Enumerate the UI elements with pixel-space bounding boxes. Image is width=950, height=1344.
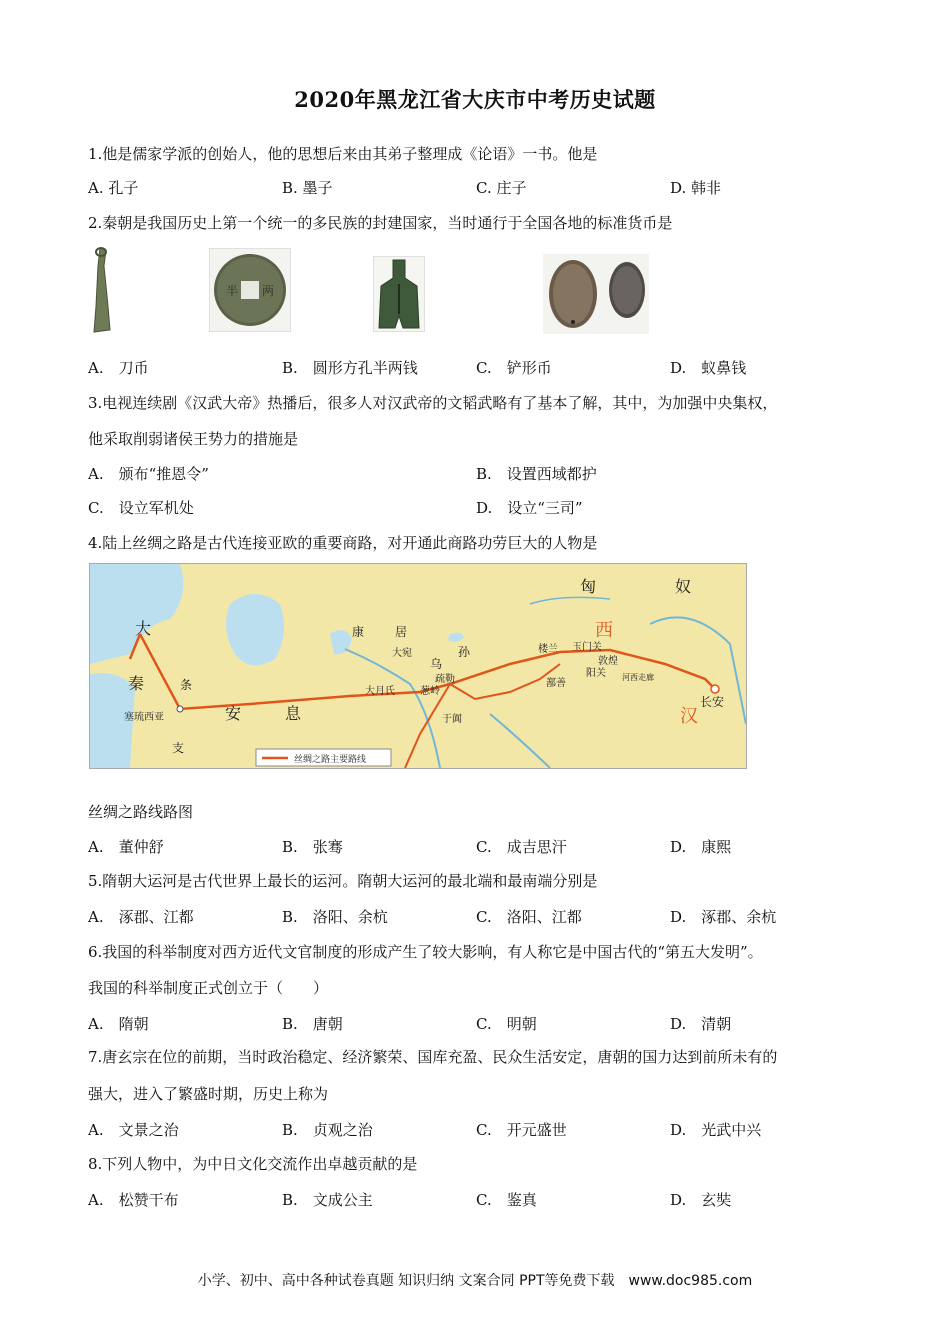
question-4: 4.陆上丝绸之路是古代连接亚欧的重要商路，对开通此商路功劳巨大的人物是 (88, 534, 598, 552)
map-label-yumenguan: 玉门关 (572, 642, 602, 653)
q8-option-a: A. 松赞干布 (88, 1191, 179, 1209)
map-label-xi_han1: 西 (595, 620, 613, 641)
question-6-line-2: 我国的科举制度正式创立于（ ） (88, 979, 329, 997)
question-6-line-1: 6.我国的科举制度对西方近代文官制度的形成产生了较大影响，有人称它是中国古代的“第五大发明”。 (88, 943, 763, 961)
svg-text:半: 半 (226, 284, 239, 298)
map-label-dayuan: 大宛 (392, 648, 412, 659)
q4-option-a: A. 董仲舒 (88, 838, 164, 856)
map-label-changan: 长安 (700, 695, 725, 709)
map-label-xiongnu1: 匈 (580, 577, 597, 596)
question-3-line-2: 他采取削弱诸侯王势力的措施是 (88, 430, 299, 448)
map-label-zhi: 支 (172, 741, 185, 755)
map-label-dunhuang: 敦煌 (598, 656, 618, 667)
map-legend-label: 丝绸之路主要路线 (294, 755, 367, 765)
spade-coin-image (373, 256, 425, 332)
silk-road-map (89, 563, 747, 769)
knife-coin-image (86, 246, 114, 334)
map-label-wu: 乌 (430, 657, 443, 671)
svg-text:两: 两 (262, 284, 275, 298)
q6-option-c: C. 明朝 (476, 1015, 537, 1033)
map-caption: 丝绸之路线路图 (88, 803, 194, 821)
q6-option-b: B. 唐朝 (282, 1015, 343, 1033)
map-label-xi_han2: 汉 (680, 706, 698, 727)
map-label-qin: 秦 (128, 674, 145, 693)
q4-option-c: C. 成吉思汗 (476, 838, 567, 856)
map-label-da: 大 (135, 619, 152, 638)
question-8: 8.下列人物中，为中日文化交流作出卓越贡献的是 (88, 1155, 418, 1173)
map-label-hexi: 河西走廊 (622, 673, 654, 682)
map-label-sun: 孙 (458, 645, 471, 659)
map-label-kang: 康 (352, 625, 365, 639)
question-7-line-2: 强大，进入了繁盛时期，历史上称为 (88, 1085, 329, 1103)
q5-option-a: A. 涿郡、江都 (88, 908, 194, 926)
map-label-ju: 居 (395, 625, 408, 639)
map-label-tiao: 条 (180, 678, 193, 692)
q5-option-c: C. 洛阳、江都 (476, 908, 582, 926)
ant-nose-coin-image (543, 254, 649, 334)
map-label-shanshan: 鄯善 (546, 678, 566, 689)
question-1: 1.他是儒家学派的创始人，他的思想后来由其弟子整理成《论语》一书。他是 (88, 145, 598, 163)
question-3-line-1: 3.电视连续剧《汉武大帝》热播后，很多人对汉武帝的文韬武略有了基本了解，其中，为加强中央集权， (88, 394, 778, 412)
q8-option-b: B. 文成公主 (282, 1191, 373, 1209)
q4-option-b: B. 张骞 (282, 838, 343, 856)
q7-option-a: A. 文景之治 (88, 1121, 179, 1139)
page-title: 2020年黑龙江省大庆市中考历史试题 (294, 87, 656, 112)
q7-option-d: D. 光武中兴 (670, 1121, 762, 1139)
q8-option-d: D. 玄奘 (670, 1191, 732, 1209)
q2-option-a: A. 刀币 (88, 359, 149, 377)
map-label-seleucia: 塞琉西亚 (124, 712, 164, 723)
page-footer[interactable]: 小学、初中、高中各种试卷真题 知识归纳 文案合同 PPT等免费下载 www.doc985.com (197, 1273, 753, 1289)
question-7-line-1: 7.唐玄宗在位的前期，当时政治稳定、经济繁荣、国库充盈、民众生活安定，唐朝的国力达到前所未有的 (88, 1048, 778, 1066)
q2-option-d: D. 蚁鼻钱 (670, 359, 747, 377)
map-label-dayuezhi: 大月氏 (365, 686, 395, 697)
map-label-xiongnu2: 奴 (675, 577, 692, 596)
question-5: 5.隋朝大运河是古代世界上最长的运河。隋朝大运河的最北端和最南端分别是 (88, 872, 598, 890)
q4-option-d: D. 康熙 (670, 838, 732, 856)
q3-option-b: B. 设置西域都护 (476, 465, 597, 483)
map-label-an: 安 (225, 704, 242, 723)
q5-option-b: B. 洛阳、余杭 (282, 908, 388, 926)
q1-option-a: A. 孔子 (88, 179, 139, 197)
q5-option-d: D. 涿郡、余杭 (670, 908, 777, 926)
round-coin-image (209, 248, 291, 332)
map-label-yutian: 于阗 (442, 714, 462, 725)
map-label-shule: 疏勒 (435, 674, 455, 685)
changan-marker (711, 685, 719, 693)
q6-option-a: A. 隋朝 (88, 1015, 149, 1033)
q2-option-c: C. 铲形币 (476, 359, 552, 377)
map-label-yangguan: 阳关 (586, 668, 606, 679)
q3-option-c: C. 设立军机处 (88, 499, 194, 517)
q7-option-c: C. 开元盛世 (476, 1121, 567, 1139)
q1-option-b: B. 墨子 (282, 179, 333, 197)
q7-option-b: B. 贞观之治 (282, 1121, 373, 1139)
map-label-loulan: 楼兰 (538, 644, 558, 655)
map-label-xi: 息 (285, 704, 302, 723)
q8-option-c: C. 鉴真 (476, 1191, 537, 1209)
q1-option-d: D. 韩非 (670, 179, 722, 197)
map-label-congling: 葱岭 (420, 686, 440, 697)
q3-option-d: D. 设立“三司” (476, 499, 583, 517)
q6-option-d: D. 清朝 (670, 1015, 732, 1033)
question-2: 2.秦朝是我国历史上第一个统一的多民族的封建国家，当时通行于全国各地的标准货币是 (88, 214, 673, 232)
q1-option-c: C. 庄子 (476, 179, 527, 197)
q3-option-a: A. 颁布“推恩令” (88, 465, 209, 483)
q2-option-b: B. 圆形方孔半两钱 (282, 359, 418, 377)
